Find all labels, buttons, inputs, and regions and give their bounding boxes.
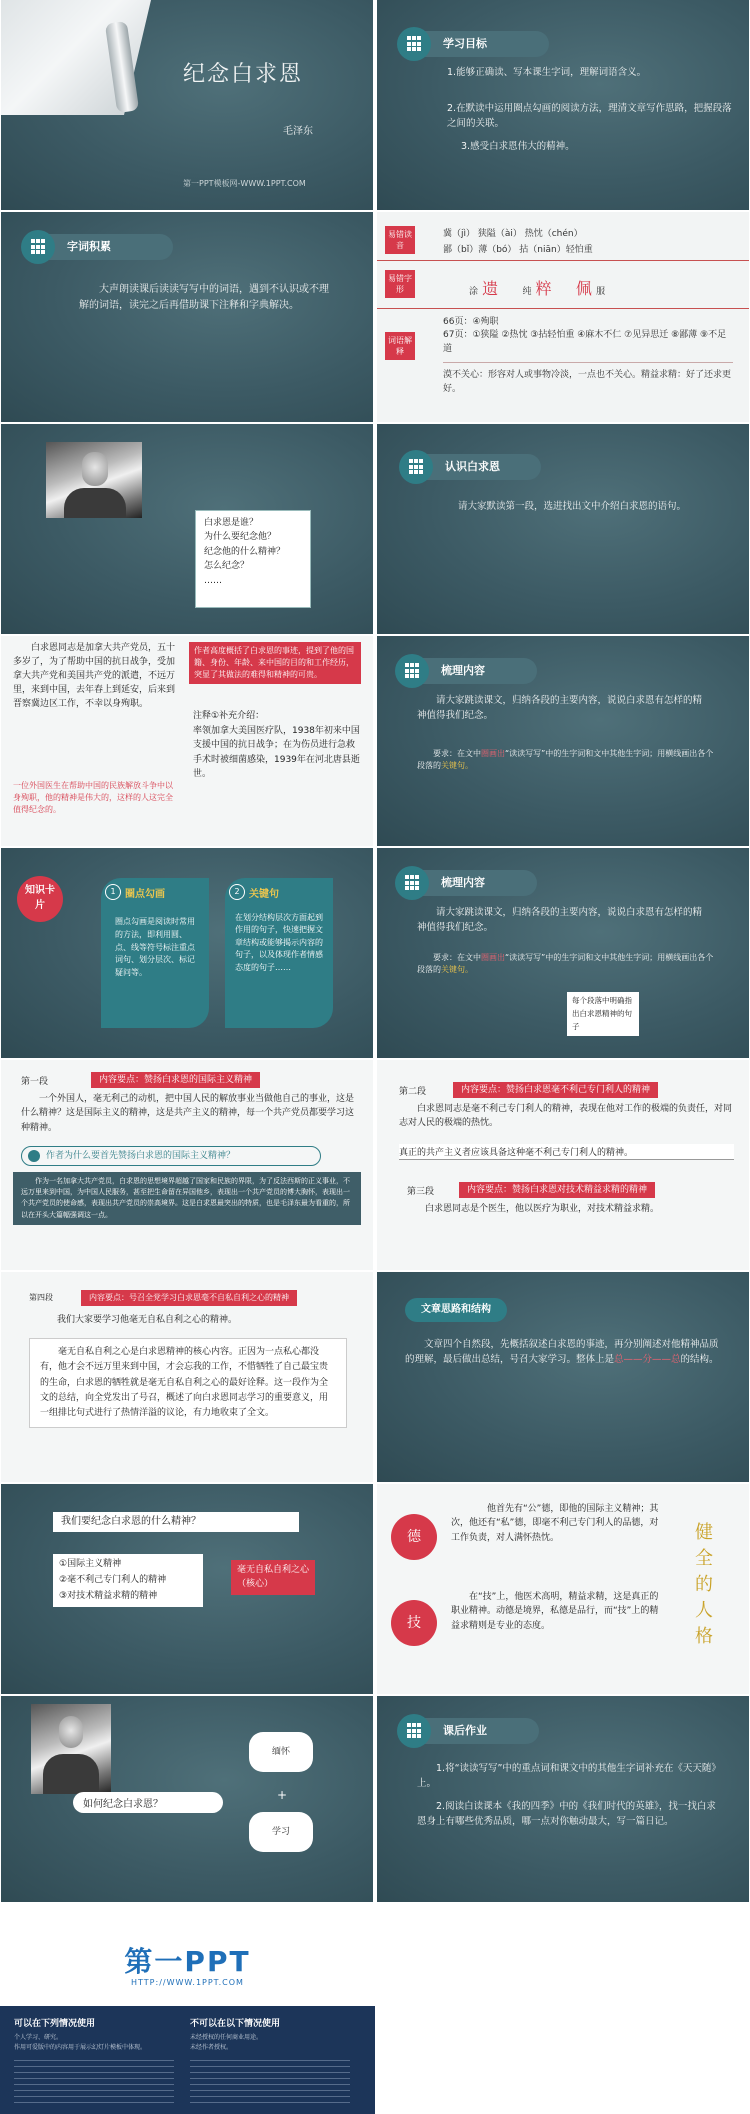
footer-logo: 第一PPT (124, 1945, 251, 1978)
para3-key-point: 内容要点：赞扬白求恩对技术精益求精的精神 (459, 1182, 655, 1198)
remember-box: 缅怀 (249, 1732, 313, 1772)
structure-body-b: 的结构。 (680, 1353, 719, 1365)
para2-key-point: 内容要点：赞扬白求恩毫不利己专门利人的精神 (453, 1082, 658, 1098)
question-1: 白求恩是谁？ (204, 518, 259, 528)
cannot-use-title: 不可以在以下情况使用 (190, 2019, 281, 2029)
outline-requirement (417, 952, 717, 977)
req-middle: “读读写写”中的生字词和文中其他生字词；用横线画出各个段落的 (417, 953, 714, 975)
slide-vocab-intro (1, 212, 373, 422)
glyph-row (469, 276, 605, 299)
virtue-text: 他首先有“公”德，即他的国际主义精神；其次，他还有“私”德，即毫不利己专门利人的品德，对工作负责，对人满怀热忱。 (451, 1504, 659, 1543)
para4-key-point: 内容要点：号召全党学习白求恩毫不自私自利之心的精神 (81, 1290, 297, 1306)
cannot-use-sub2: 未经作者授权。 (190, 2044, 233, 2051)
card-key-body: 在划分结构层次方面起到作用的句子，快速把握文章结构或能够揭示内容的句子，以及体现作者情感态度的句子…… (235, 913, 323, 972)
card-key-title: 关键句 (249, 889, 279, 900)
divider (377, 260, 749, 261)
req-prefix: 要求：在文中 (433, 953, 481, 962)
para2-label: 第二段 (399, 1087, 427, 1097)
objective-3: 3.感受白求恩伟大的精神。 (461, 141, 575, 152)
footer-url: HTTP://WWW.1PPT.COM (131, 1978, 244, 1987)
slide-vocab-details (377, 212, 749, 422)
para-key-point: 内容要点：赞扬白求恩的国际主义精神 (91, 1072, 260, 1088)
structure-heading: 文章思路和结构 (405, 1298, 507, 1322)
bethune-portrait (31, 1704, 111, 1794)
intro-summary: 一位外国医生在帮助中国的民族解放斗争中以身殉职，他的精神是伟大的，这样的人这完全值得纪念的。 (13, 781, 173, 814)
outline-instruction: 请大家跳读课文，归纳各段的主要内容，说说白求恩有怎样的精神值得我们纪念。 (417, 695, 703, 721)
section-heading: 学习目标 (399, 31, 549, 57)
slide-spirit-question (1, 1484, 373, 1694)
footer-ad (0, 1902, 750, 2114)
slide-paragraph-2-3 (377, 1060, 749, 1270)
grid-icon (31, 239, 45, 255)
section-heading: 课后作业 (399, 1718, 539, 1744)
outline-requirement (417, 748, 717, 773)
spirit-item-2: ②毫不利己专门利人的精神 (59, 1574, 167, 1585)
pinyin-line-1: 冀（jì） 狭隘（ài） 热忱（chén） (443, 229, 583, 239)
author-name: 毛泽东 (283, 126, 313, 137)
portrait-body-icon (64, 488, 126, 518)
card-key-number: 2 (229, 884, 245, 900)
definition-1: 66页：④殉职 (443, 317, 499, 327)
question-5: …… (204, 575, 222, 586)
skill-badge: 技 (391, 1600, 437, 1646)
spirit-question: 我们要纪念白求恩的什么精神？ (53, 1512, 299, 1532)
slide-who-bethune (1, 424, 373, 634)
req-prefix: 要求：在文中 (433, 749, 481, 758)
cannot-use-sub1: 未经授权的任何商业用途。 (190, 2034, 263, 2041)
author-note: 作者高度概括了白求恩的事迹，提到了他的国籍、身份、年龄、来中国的目的和工作经历，突显了其做法的难得和精神的可贵。 (189, 642, 361, 684)
grid-icon-circle (397, 27, 431, 61)
can-use-title: 可以在下列情况使用 (14, 2019, 96, 2029)
can-use-sub2: 作用可爱版中的内容用于展示幻灯片模板中体现。 (14, 2044, 147, 2051)
para-text: 一个外国人，毫无利己的动机，把中国人民的解放事业当做他自己的事业，这是什么精神？这是国际主义的精神，这是共产主义的精神，每一个共产党员都要学习这种精神。 (21, 1094, 355, 1133)
homework-2: 2.阅读白读课本《我的四季》中的《我们时代的英雄》，找一找白求恩身上有哪些优秀品质，哪一点对你触动最大，写一篇日记。 (417, 1801, 716, 1827)
virtue-badge: 德 (391, 1514, 437, 1560)
bethune-portrait (46, 442, 142, 518)
req-middle: “读读写写”中的生字词和文中其他生字词；用横线画出各个段落的 (417, 749, 714, 771)
question-text: 作者为什么要首先赞扬白求恩的国际主义精神？ (46, 1151, 236, 1161)
portrait-face-icon (82, 452, 108, 486)
intro-text: 白求恩同志是加拿大共产党员，五十多岁了，为了帮助中国的抗日战争，受加拿大共产党和美国共产党的派遣，不远万里，来到中国，去年春上到延安，后来到晋察冀边区工作，不幸以身殉职。 (13, 643, 176, 709)
footer-links-left (14, 2060, 174, 2106)
outline-instruction: 请大家跳读课文，归纳各段的主要内容，说说白求恩有怎样的精神值得我们纪念。 (417, 907, 703, 933)
portrait-body-icon (43, 1754, 99, 1794)
spirit-item-3: ③对技术精益求精的精神 (59, 1590, 158, 1601)
req-end: 关键句。 (441, 965, 473, 975)
card-method-body: 圈点勾画是阅读时常用的方法，即利用圆、点、线等符号标注重点词句、划分层次、标记疑问等。 (115, 917, 195, 978)
definition-2: 67页：①狭隘 ②热忱 ③拈轻怕重 ④麻木不仁 ⑦见异思迁 ⑧鄙薄 ⑨不足道 (443, 330, 727, 355)
section-heading: 梳理内容 (397, 658, 537, 684)
presentation-title: 纪念白求恩 (183, 62, 304, 87)
note-title: 注释①补充介绍： (193, 711, 265, 721)
para4-label: 第四段 (29, 1293, 53, 1302)
req-highlight: 圈画出 (481, 953, 505, 962)
commemorate-question: 如何纪念白求恩？ (73, 1792, 223, 1813)
question-3: 纪念他的什么精神？ (204, 546, 286, 557)
para4-line: 我们大家要学习他毫无自私自利之心的精神。 (57, 1315, 238, 1325)
para-question (21, 1146, 321, 1166)
learn-box: 学习 (249, 1812, 313, 1852)
grid-icon-circle (399, 450, 433, 484)
watermark: 第一PPT模板网-WWW.1PPT.COM (183, 179, 306, 188)
slide-homework (377, 1696, 749, 1906)
req-highlight: 圈画出 (481, 749, 505, 758)
slide-knowledge-card (1, 848, 373, 1058)
can-use-sub1: 个人学习、研究。 (14, 2034, 63, 2041)
para-answer: 作为一名加拿大共产党员，白求恩的思想境界超越了国家和民族的界限，为了反法西斯的正义事业，不远万里来到中国，为中国人民服务，甚至把生命留在异国他乡，表现出一个共产党员的博大胸怀，表现出一个共产党员的使命感，表现出共产党员的崇高境界。这是白求恩最突出的特质，也是毛泽东最为看重的，所以在开头大篇幅强调这一点。 (13, 1172, 361, 1225)
pinyin-line-2: 鄙（bǐ）薄（bó） 拈（niān）轻怕重 (443, 245, 593, 255)
slide-paragraph-4 (1, 1272, 373, 1482)
question-4: 怎么纪念？ (204, 561, 250, 572)
grid-icon-circle (21, 230, 55, 264)
para-label: 第一段 (21, 1077, 49, 1087)
label-glyph: 易错字形 (385, 270, 415, 298)
definition-3: 漠不关心：形容对人或事物冷淡，一点也不关心。精益求精：好了还求更好。 (443, 370, 732, 395)
question-box (195, 510, 311, 608)
grid-icon-circle (395, 866, 429, 900)
glyph-c: 纯 (522, 287, 532, 297)
footer-bottom (0, 2006, 375, 2114)
para4-body: 毫无自私自利之心是白求恩精神的核心内容。正因为一点私心都没有，他才会不远万里来到中国，才会忘我的工作，不惜牺牲了自己最宝贵的生命，白求恩的牺牲就是毫无自私自利之心的最好诠释。这一段作为全文的总结，向全党发出了号召，概述了向白求恩同志学习的重要意义，用一组排比句式进行了热情洋溢的议论，有力地收束了全文。 (29, 1338, 347, 1428)
footer-links-right (190, 2060, 350, 2106)
slide-title (1, 0, 373, 210)
complete-personality: 健全的人格 (695, 1522, 713, 1647)
glyph-e: 佩 (575, 279, 592, 298)
structure-body (405, 1338, 723, 1367)
glyph-f: 服 (596, 287, 606, 297)
slide-paragraph-1 (1, 1060, 373, 1270)
grid-icon (407, 36, 421, 52)
question-2: 为什么要纪念他？ (204, 532, 277, 543)
grid-icon (405, 875, 419, 891)
divider (443, 362, 733, 363)
question-bullet-icon (28, 1150, 40, 1162)
card-method-title: 圈点勾画 (125, 889, 165, 900)
card-method (101, 878, 209, 1028)
slide-outline-2 (377, 848, 749, 1058)
know-instruction: 请大家默读第一段，选进找出文中介绍白求恩的语句。 (458, 501, 687, 512)
card-keysentence (225, 878, 333, 1028)
structure-pattern: 总——分——总 (614, 1353, 681, 1365)
knowledge-card-label: 知识卡片 (17, 876, 63, 922)
section-heading: 认识白求恩 (401, 454, 541, 480)
glyph-d: 粹 (535, 279, 552, 298)
para2-text: 白求恩同志是毫不利己专门利人的精神，表现在他对工作的极端的负责任，对同志对人民的极端的热忱。 (399, 1104, 733, 1129)
slide-objectives (377, 0, 749, 210)
note-body: 率领加拿大美国医疗队，1938年初来中国支援中国的抗日战争；在为伤员进行急救手术时被细菌感染，1939年在河北唐县逝世。 (193, 726, 360, 780)
homework-1: 1.将“读读写写”中的重点词和课文中的其他生字词补充在《天天随》上。 (417, 1763, 717, 1789)
slide-how-commemorate (1, 1696, 373, 1906)
skill-text: 在“技”上，他医术高明，精益求精，这是真正的职业精神。动德是境界，私德是品行，而“技”上的精益求精则是专业的态度。 (451, 1592, 659, 1631)
grid-icon-circle (395, 654, 429, 688)
para3-text: 白求恩同志是个医生，他以医疗为职业，对技术精益求精。 (425, 1204, 660, 1214)
slide-bethune-intro (1, 636, 373, 846)
slide-structure (377, 1272, 749, 1482)
slide-virtue-skill (377, 1484, 749, 1694)
objective-1: 1.能够正确读、写本课生字词，理解词语含义。 (447, 67, 647, 78)
plus-sign: + (277, 1788, 288, 1802)
divider (377, 308, 749, 309)
grid-icon-circle (397, 1714, 431, 1748)
section-heading: 梳理内容 (397, 870, 537, 896)
spirit-core: 毫无自私自利之心（核心） (231, 1560, 315, 1595)
label-pronunciation: 易错读音 (385, 226, 415, 254)
para3-label: 第三段 (407, 1187, 435, 1197)
section-heading: 字词积累 (23, 234, 173, 260)
slide-know-bethune (377, 424, 749, 634)
objective-2: 2.在默读中运用圈点勾画的阅读方法，理清文章写作思路，把握段落之间的关联。 (447, 103, 732, 129)
grid-icon (409, 459, 423, 475)
structure-body-a: 文章四个自然段，先概括叙述白求恩的事迹，再分别阐述对他精神品质的理解，最后做出总结，号召大家学习。整体上是 (405, 1339, 719, 1365)
portrait-face-icon (59, 1716, 83, 1748)
req-end: 关键句。 (441, 761, 473, 771)
vocab-instruction: 大声朗读课后读读写写中的词语，遇到不认识或不理解的词语，读完之后再借助课下注释和字典解决。 (79, 284, 329, 311)
tip-box: 每个段落中明确指出白求恩精神的句子 (567, 992, 639, 1036)
glyph-a: 涂 (469, 287, 479, 297)
spirit-item-1: ①国际主义精神 (59, 1559, 122, 1569)
spirit-list (53, 1554, 203, 1607)
glyph-b: 遗 (482, 279, 499, 298)
label-definition: 词语解释 (385, 332, 415, 360)
para2-highlight: 真正的共产主义者应该具备这种毫不利己专门利人的精神。 (399, 1144, 734, 1160)
card-method-number: 1 (105, 884, 121, 900)
grid-icon (407, 1723, 421, 1739)
slide-outline-1 (377, 636, 749, 846)
grid-icon (405, 663, 419, 679)
